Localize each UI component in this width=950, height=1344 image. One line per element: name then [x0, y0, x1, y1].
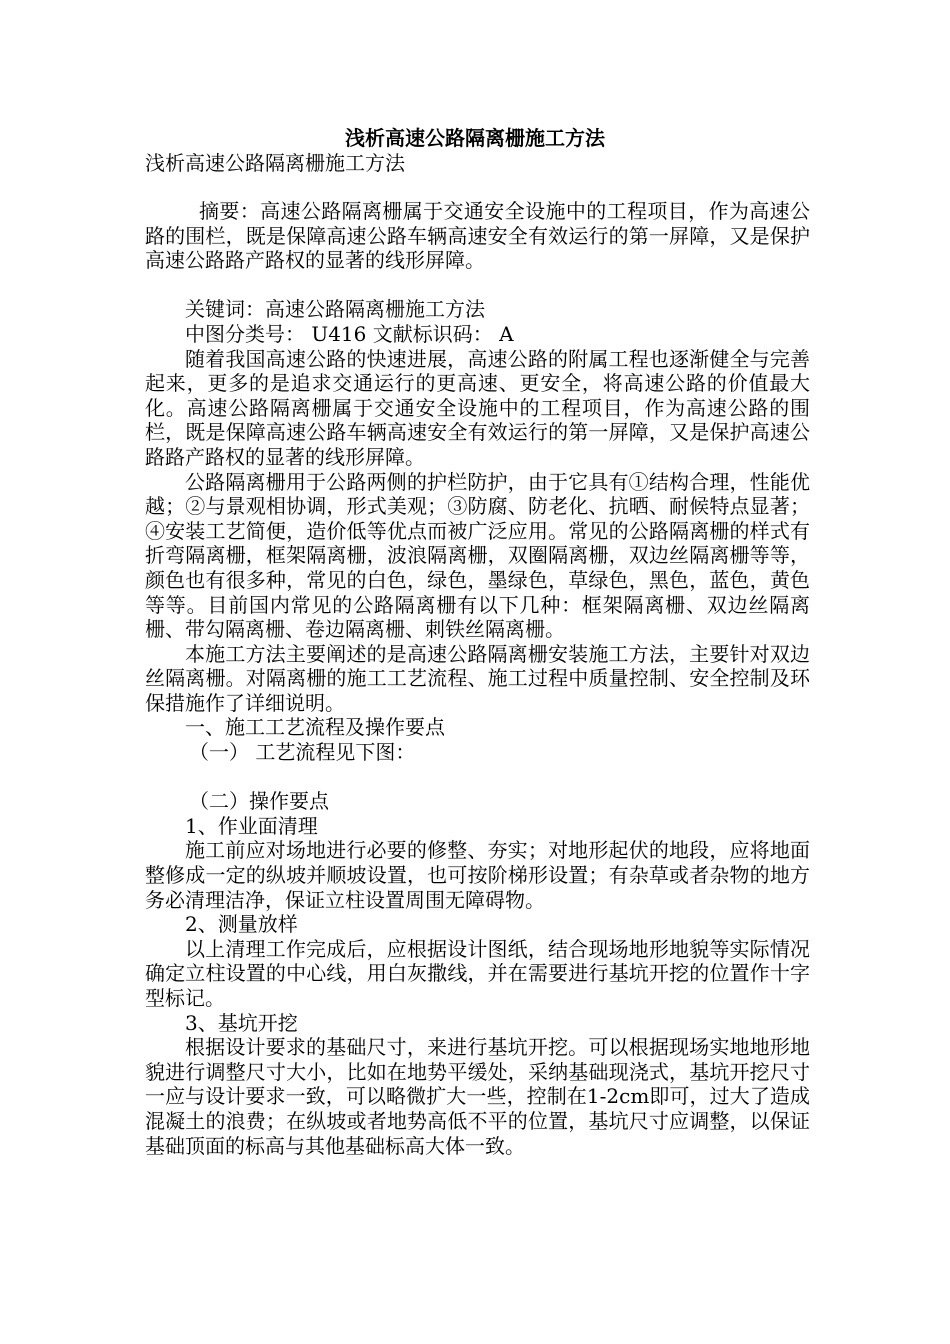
section-heading: 一、施工工艺流程及操作要点	[185, 715, 445, 740]
step-heading: 3、基坑开挖	[185, 1010, 298, 1035]
step-heading: 1、作业面清理	[185, 813, 318, 838]
subsection-heading: （一） 工艺流程见下图：	[189, 740, 416, 765]
body-paragraph: 本施工方法主要阐述的是高速公路隔离栅安装施工方法，主要针对双边丝隔离栅。对隔离栅的施工工艺流程、施工过程中质量控制、安全控制及环保措施作了详细说明。	[145, 641, 810, 715]
document-subtitle: 浅析高速公路隔离栅施工方法	[145, 151, 405, 175]
body-paragraph: 根据设计要求的基础尺寸，来进行基坑开挖。可以根据现场实地地形地貌进行调整尺寸大小，比如在地势平缓处，采纳基础现浇式，基坑开挖尺寸一应与设计要求一致，可以略微扩大一些，控制在1-2cm即可，过大了造成混凝土的浪费；在纵坡或者地势高低不平的位置，基坑尺寸应调整，以保证基础顶面的标高与其他基础标高大体一致。	[145, 1035, 810, 1158]
abstract-paragraph: 摘要：高速公路隔离栅属于交通安全设施中的工程项目，作为高速公路的围栏，既是保障高速公路车辆高速安全有效运行的第一屏障，又是保护高速公路路产路权的显著的线形屏障。	[145, 199, 810, 273]
body-paragraph: 施工前应对场地进行必要的修整、夯实；对地形起伏的地段，应将地面整修成一定的纵坡并顺坡设置，也可按阶梯形设置；有杂草或者杂物的地方务必清理洁净，保证立柱设置周围无障碍物。	[145, 838, 810, 912]
document-title: 浅析高速公路隔离栅施工方法	[345, 126, 605, 150]
document-body	[145, 199, 810, 1158]
body-paragraph: 随着我国高速公路的快速进展，高速公路的附属工程也逐渐健全与完善起来，更多的是追求交通运行的更高速、更安全，将高速公路的价值最大化。高速公路隔离栅属于交通安全设施中的工程项目，作为高速公路的围栏，既是保障高速公路车辆高速安全有效运行的第一屏障，又是保护高速公路路产路权的显著的线形屏障。	[145, 346, 810, 469]
classification-line: 中图分类号： U416 文献标识码： A	[185, 321, 514, 346]
subsection-heading: （二）操作要点	[189, 789, 329, 814]
keywords-line: 关键词：高速公路隔离栅施工方法	[185, 297, 485, 322]
body-paragraph: 以上清理工作完成后，应根据设计图纸，结合现场地形地貌等实际情况确定立柱设置的中心线，用白灰撒线，并在需要进行基坑开挖的位置作十字型标记。	[145, 936, 810, 1010]
step-heading: 2、测量放样	[185, 912, 298, 937]
body-paragraph: 公路隔离栅用于公路两侧的护栏防护，由于它具有①结构合理，性能优越；②与景观相协调，形式美观；③防腐、防老化、抗晒、耐候特点显著；④安装工艺简便，造价低等优点而被广泛应用。常见的公路隔离栅的样式有折弯隔离栅，框架隔离栅，波浪隔离栅，双圈隔离栅，双边丝隔离栅等等，颜色也有很多种，常见的白色，绿色，墨绿色，草绿色，黑色，蓝色，黄色等等。目前国内常见的公路隔离栅有以下几种：框架隔离栅、双边丝隔离栅、带勾隔离栅、卷边隔离栅、刺铁丝隔离栅。	[145, 469, 810, 642]
